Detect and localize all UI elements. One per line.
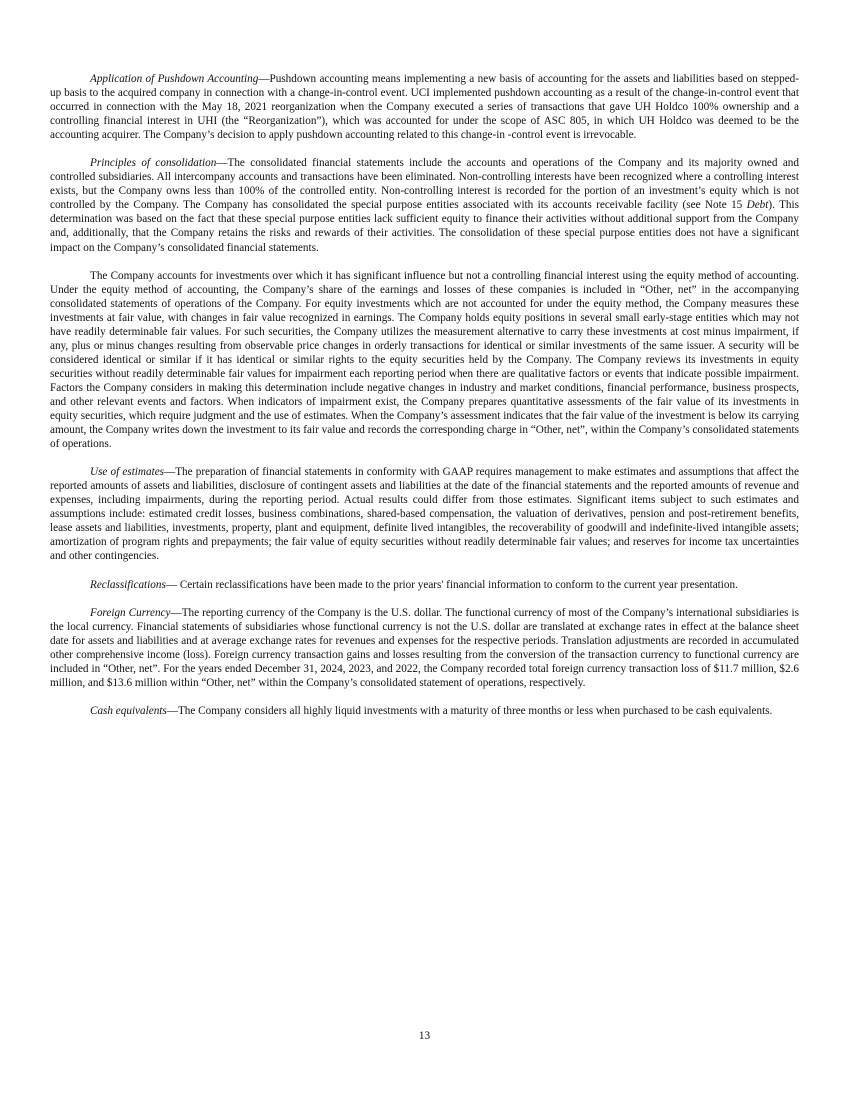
paragraph-cash-equivalents — [50, 704, 799, 718]
paragraph-reclassifications — [50, 578, 799, 592]
paragraph-principles-of-consolidation — [50, 156, 799, 254]
paragraph-equity-method — [50, 269, 799, 452]
paragraph-heading: Principles of consolidation — [90, 157, 217, 170]
paragraph-text: —The preparation of financial statements in conformity with GAAP requires management to make estimates and assumptions that affect the reported amounts of assets and liabilities, disclosure of contingent assets and liabilities at the date of the financial statements and the reported amounts of revenue and expenses, including impairments, during the reporting period. Actual results could differ from those estimates. Significant items subject to such estimates and assumptions include: estimated credit losses, business combinations, shared-based compensation, the valuation of derivatives, pension and post-retirement benefits, lease assets and liabilities, investments, property, plant and equipment, definite lived intangibles, the recoverability of goodwill and indefinite-lived intangible assets; amortization of program rights and prepayments; the fair value of equity securities without readily determinable fair values; and reserves for income tax uncertainties and other contingencies. — [50, 466, 799, 563]
paragraph-heading: Cash equivalents — [90, 704, 167, 717]
note-reference: Debt — [746, 199, 769, 212]
paragraph-text: ). This determination was based on the fact that these special purpose entities lack sufficient equity to finance their activities without additional support from the Company and, additionally, that the Company retains the risks and rewards of their activities. The consolidation of these special purpose entities does not have a significant impact on the Company’s consolidated financial statements. — [50, 199, 799, 254]
document-body — [50, 72, 799, 718]
paragraph-heading: Use of estimates — [90, 466, 165, 479]
paragraph-heading: Application of Pushdown Accounting — [90, 73, 259, 85]
paragraph-pushdown-accounting — [50, 72, 799, 142]
paragraph-heading: Reclassifications — [90, 578, 166, 591]
paragraph-text: —The consolidated financial statements include the accounts and operations of the Company and its majority owned and controlled subsidiaries. All intercompany accounts and transactions have been eliminated. Non-controlling interests have been recognized where a controlling interest exists, but the Company owns less than 100% of the controlled entity. Non-controlling interest is recorded for the portion of an investment’s equity which is not controlled by the Company. The Company has consolidated the special purpose entities associated with its accounts receivable facility (see Note 15 — [50, 157, 799, 212]
page-number: 13 — [418, 1030, 431, 1042]
paragraph-use-of-estimates — [50, 465, 799, 563]
paragraph-text: — Certain reclassifications have been made to the prior years' financial information to conform to the current year presentation. — [165, 578, 738, 591]
paragraph-text: —The Company considers all highly liquid investments with a maturity of three months or less when purchased to be cash equivalents. — [166, 704, 773, 717]
paragraph-text: —Pushdown accounting means implementing a new basis of accounting for the assets and liabilities based on stepped-up basis to the acquired company in connection with a change-in-control event. UCI implemented pushdown accounting as a result of the change-in-control event that occurred in connection with the May 18, 2021 reorganization when the Company executed a series of transactions that gave UH Holdco 100% ownership and a controlling financial interest in UHI (the “Reorganization”), which was accounted for under the scope of ASC 805, in which UH Holdco was deemed to be the accounting acquirer. The Company’s decision to apply pushdown accounting related to this change-in -control event is irrevocable. — [50, 73, 799, 142]
paragraph-heading: Foreign Currency — [90, 606, 171, 619]
paragraph-text: —The reporting currency of the Company is the U.S. dollar. The functional currency of most of the Company’s international subsidiaries is the local currency. Financial statements of subsidiaries whose functional currency is not the U.S. dollar are translated at exchange rates in effect at the balance sheet date for assets and liabilities and at average exchange rates for revenues and expenses for the respective periods. Translation adjustments are recorded in accumulated other comprehensive income (loss). Foreign currency transaction gains and losses resulting from the conversion of the transaction currency to functional currency are included in “Other, net”. For the years ended December 31, 2024, 2023, and 2022, the Company recorded total foreign currency transaction loss of $11.7 million, $2.6 million, and $13.6 million within “Other, net” within the Company’s consolidated statement of operations, respectively. — [50, 606, 799, 689]
paragraph-foreign-currency — [50, 606, 799, 690]
paragraph-text: The Company accounts for investments over which it has significant influence but not a controlling financial interest using the equity method of accounting. Under the equity method of accounting, the Company’s share of the earnings and losses of these companies is included in “Other, net” in the accompanying consolidated statements of operations of the Company. For equity investments which are not accounted for under the equity method, the Company measures these investments at fair value, with changes in fair value recognized in earnings. The Company holds equity positions in several small early-stage entities which may not have readily determinable fair values. For such securities, the Company utilizes the measurement alternative to carry these investments at cost minus impairment, if any, plus or minus changes resulting from observable price changes in orderly transactions for identical or similar investments of the same issuer. A security will be considered identical or similar if it has identical or similar rights to the equity securities held by the Company. The Company reviews its investments in equity securities without readily determinable fair values for impairment each reporting period when there are qualitative factors or events that indicate possible impairment. Factors the Company considers in making this determination include negative changes in industry and market conditions, financial performance, business prospects, and other relevant events and factors. When indicators of impairment exist, the Company prepares quantitative assessments of the fair value of its investments in equity securities, which require judgment and the use of estimates. When the Company’s assessment indicates that the fair value of the investment is below its carrying amount, the Company writes down the investment to its fair value and records the corresponding charge in “Other, net”, within the Company’s consolidated statements of operations. — [50, 269, 799, 451]
